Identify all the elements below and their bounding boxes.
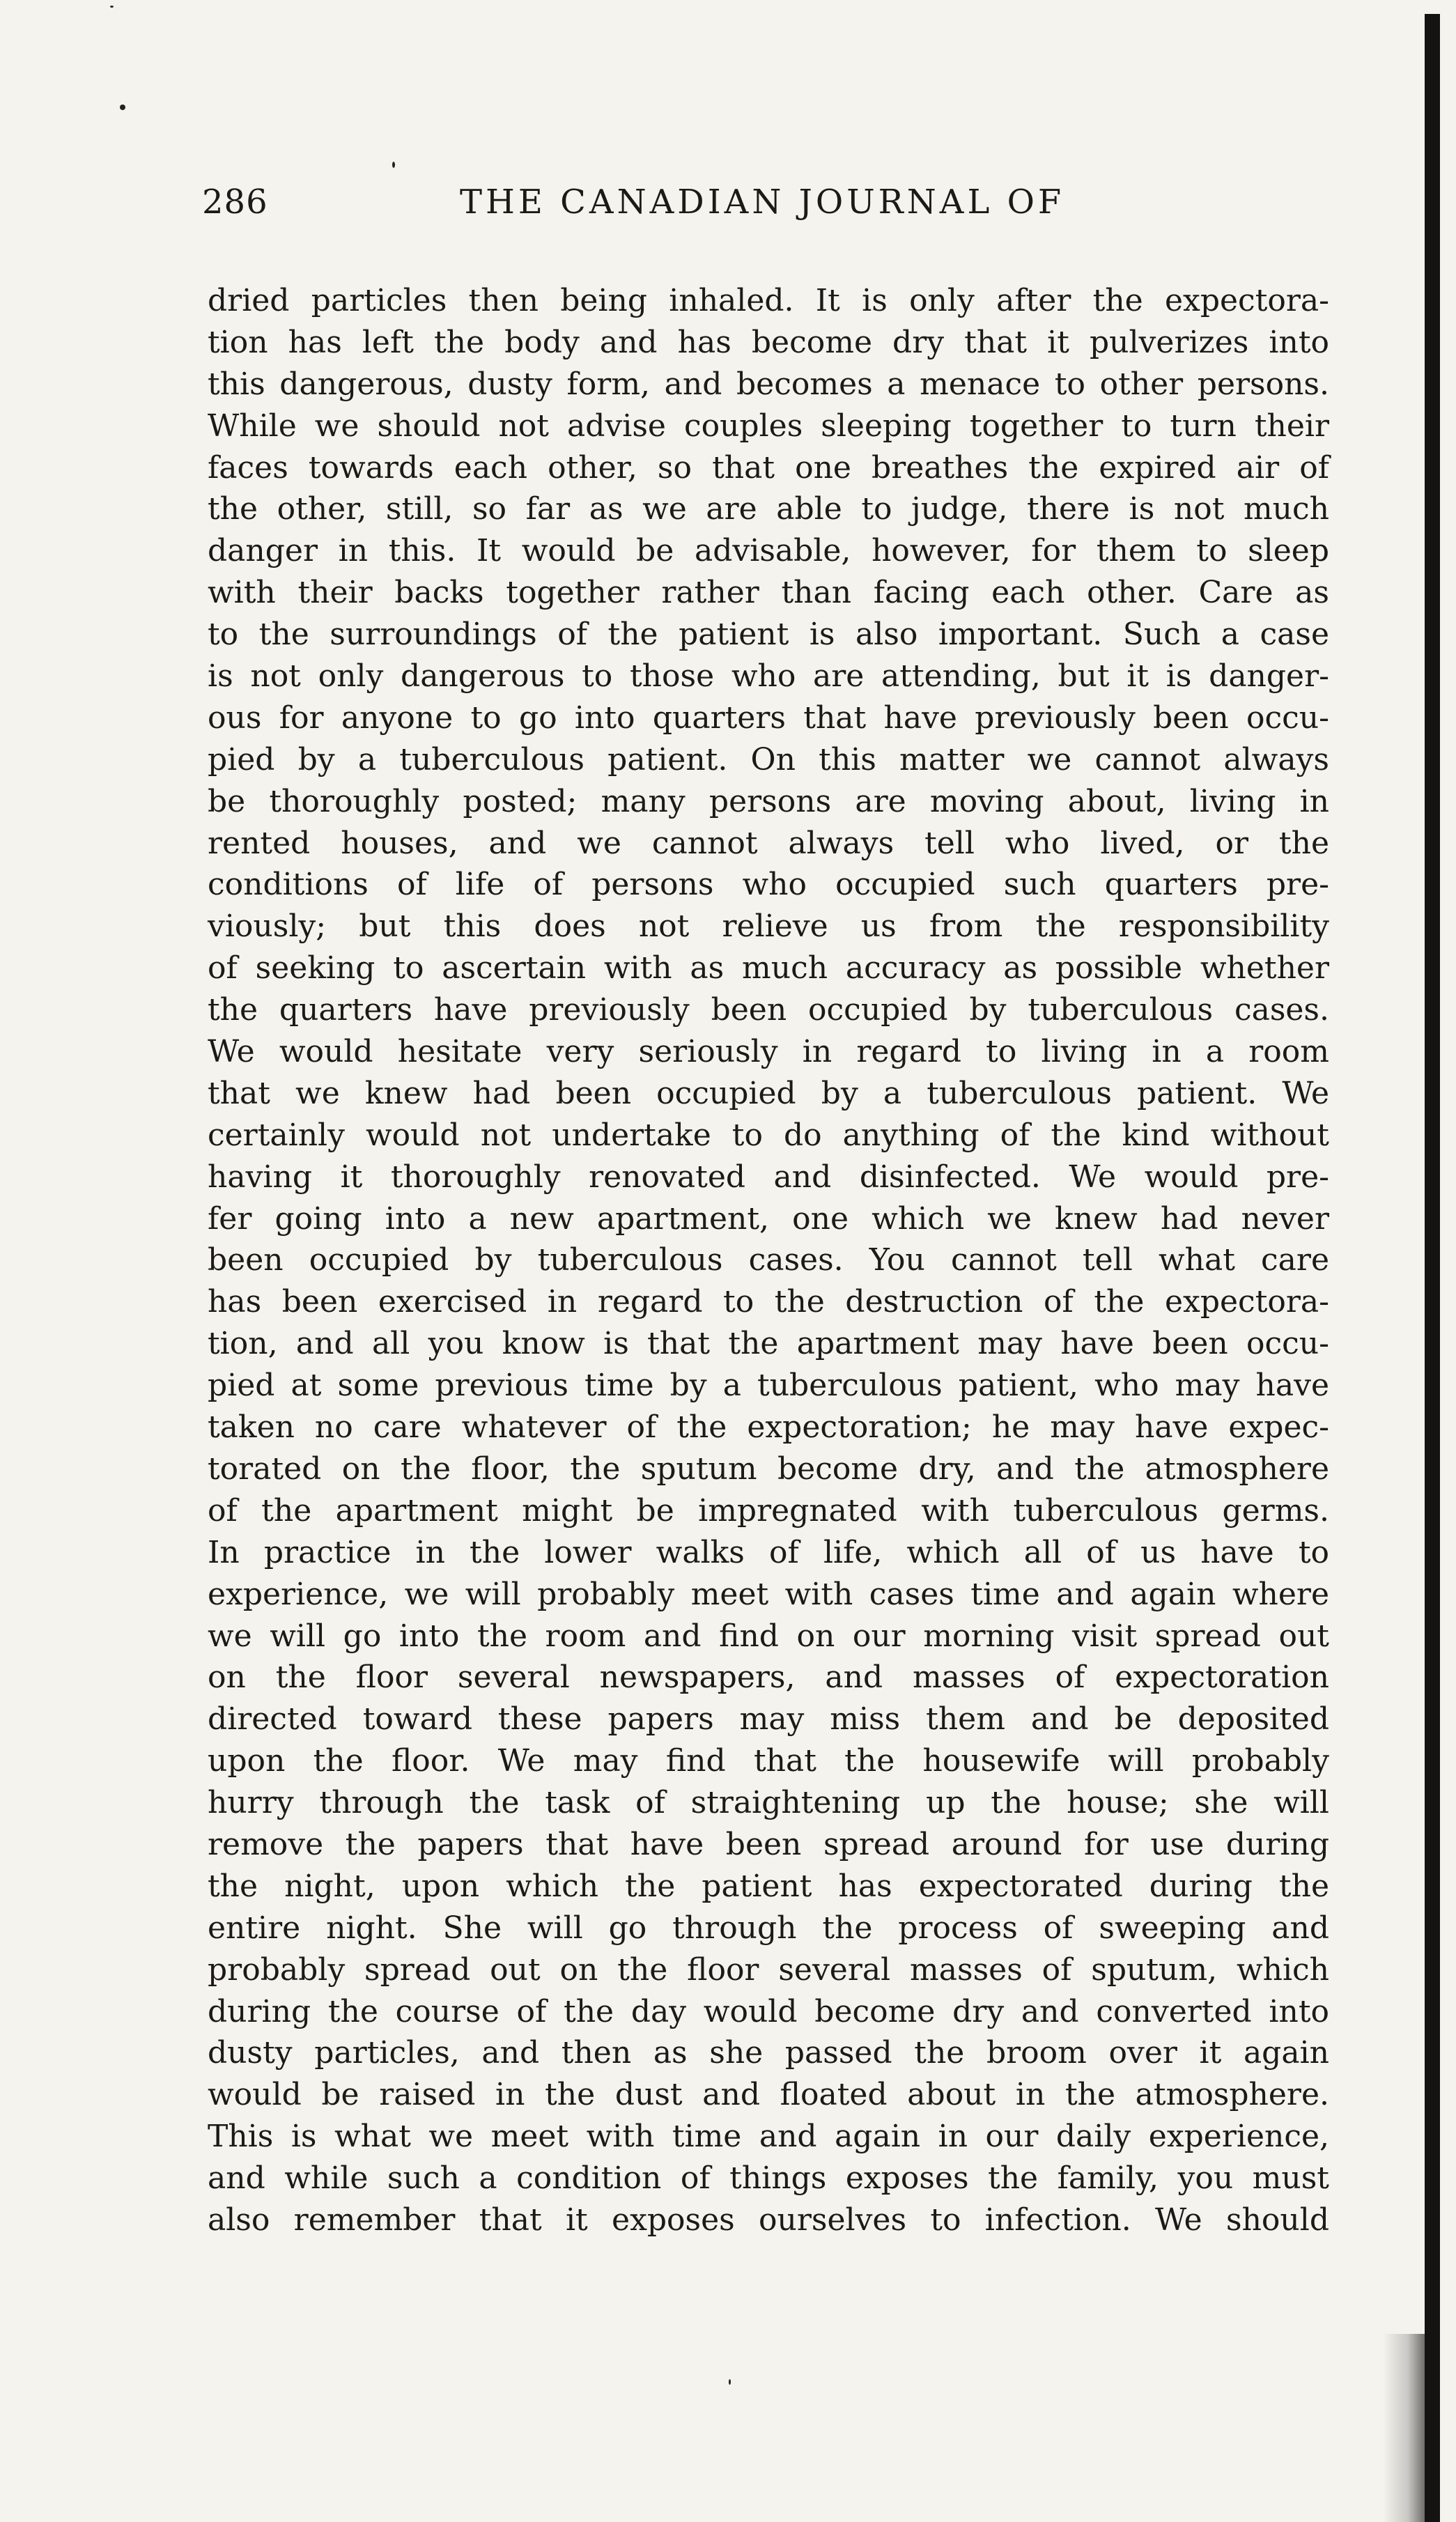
scan-speck <box>729 2379 731 2385</box>
text-line: We would hesitate very seriously in regard to living in a room <box>208 1034 1329 1070</box>
text-line: with their backs together rather than facing each other. Care as <box>208 575 1329 611</box>
text-line: upon the floor. We may find that the housewife will probably <box>208 1743 1329 1779</box>
text-line: pied at some previous time by a tuberculous patient, who may have <box>208 1368 1329 1404</box>
text-line: of seeking to ascertain with as much accuracy as possible whether <box>208 950 1329 987</box>
text-line: and while such a condition of things exposes the family, you must <box>208 2160 1329 2197</box>
text-line: certainly would not undertake to do anything of the kind without <box>208 1117 1329 1153</box>
text-line: probably spread out on the floor several masses of sputum, which <box>208 1951 1329 1988</box>
scan-speck <box>110 6 114 8</box>
text-line: we will go into the room and find on our morning visit spread out <box>208 1618 1329 1654</box>
text-line: having it thoroughly renovated and disinfected. We would pre- <box>208 1159 1329 1195</box>
text-line: that we knew had been occupied by a tuberculous patient. We <box>208 1075 1329 1111</box>
scan-speck <box>392 162 395 168</box>
text-line: been occupied by tuberculous cases. You cannot tell what care <box>208 1242 1329 1278</box>
text-line: entire night. She will go through the process of sweeping and <box>208 1910 1329 1946</box>
text-line: experience, we will probably meet with cases time and again where <box>208 1576 1329 1612</box>
text-line: also remember that it exposes ourselves to infection. We should <box>208 2202 1329 2238</box>
text-line: to the surroundings of the patient is also important. Such a case <box>208 617 1329 653</box>
text-line: torated on the floor, the sputum become dry, and the atmosphere <box>208 1450 1329 1487</box>
text-line: during the course of the day would become dry and converted into <box>208 1993 1329 2029</box>
text-line: taken no care whatever of the expectoration; he may have expec- <box>208 1409 1329 1446</box>
text-line: rented houses, and we cannot always tell who lived, or the <box>208 825 1329 861</box>
text-line: the quarters have previously been occupied by tuberculous cases. <box>208 992 1329 1028</box>
text-line: ous for anyone to go into quarters that have previously been occu- <box>208 699 1329 736</box>
text-line: has been exercised in regard to the destruction of the expectora- <box>208 1284 1329 1320</box>
text-line: the other, still, so far as we are able to judge, there is not much <box>208 491 1329 527</box>
body-text <box>208 280 1329 2241</box>
text-line: would be raised in the dust and floated about in the atmosphere. <box>208 2077 1329 2113</box>
text-line: this dangerous, dusty form, and becomes a menace to other persons. <box>208 366 1329 402</box>
text-line: directed toward these papers may miss them and be deposited <box>208 1701 1329 1738</box>
page-binding-edge <box>1425 14 1440 2522</box>
text-line: be thoroughly posted; many persons are moving about, living in <box>208 783 1329 819</box>
running-head: THE CANADIAN JOURNAL OF <box>460 183 1065 222</box>
text-line: dusty particles, and then as she passed the broom over it again <box>208 2035 1329 2071</box>
text-line: remove the papers that have been spread around for use during <box>208 1826 1329 1862</box>
scan-speck <box>120 105 125 110</box>
page-header <box>202 183 1400 238</box>
binding-shadow <box>1383 2334 1425 2522</box>
text-line: fer going into a new apartment, one which we knew had never <box>208 1200 1329 1237</box>
text-line: dried particles then being inhaled. It is only after the expectora- <box>208 283 1329 318</box>
text-line: the night, upon which the patient has expectorated during the <box>208 1868 1329 1904</box>
text-line: In practice in the lower walks of life, which all of us have to <box>208 1534 1329 1570</box>
text-line: on the floor several newspapers, and masses of expectoration <box>208 1660 1329 1696</box>
text-line: faces towards each other, so that one breathes the expired air of <box>208 449 1329 486</box>
text-line: pied by a tuberculous patient. On this matter we cannot always <box>208 741 1329 778</box>
text-line: While we should not advise couples sleeping together to turn their <box>208 408 1329 444</box>
text-line: conditions of life of persons who occupied such quarters pre- <box>208 867 1329 903</box>
text-line: viously; but this does not relieve us from the responsibility <box>208 908 1329 945</box>
text-line: danger in this. It would be advisable, however, for them to sleep <box>208 533 1329 569</box>
text-line: is not only dangerous to those who are attending, but it is danger- <box>208 658 1329 695</box>
text-line: This is what we meet with time and again in our daily experience, <box>208 2119 1329 2155</box>
text-line: of the apartment might be impregnated with tuberculous germs. <box>208 1492 1329 1529</box>
text-line: tion has left the body and has become dry that it pulverizes into <box>208 324 1329 360</box>
text-line: tion, and all you know is that the apartment may have been occu- <box>208 1326 1329 1362</box>
text-line: hurry through the task of straightening up the house; she will <box>208 1785 1329 1821</box>
page-number: 286 <box>202 183 268 222</box>
